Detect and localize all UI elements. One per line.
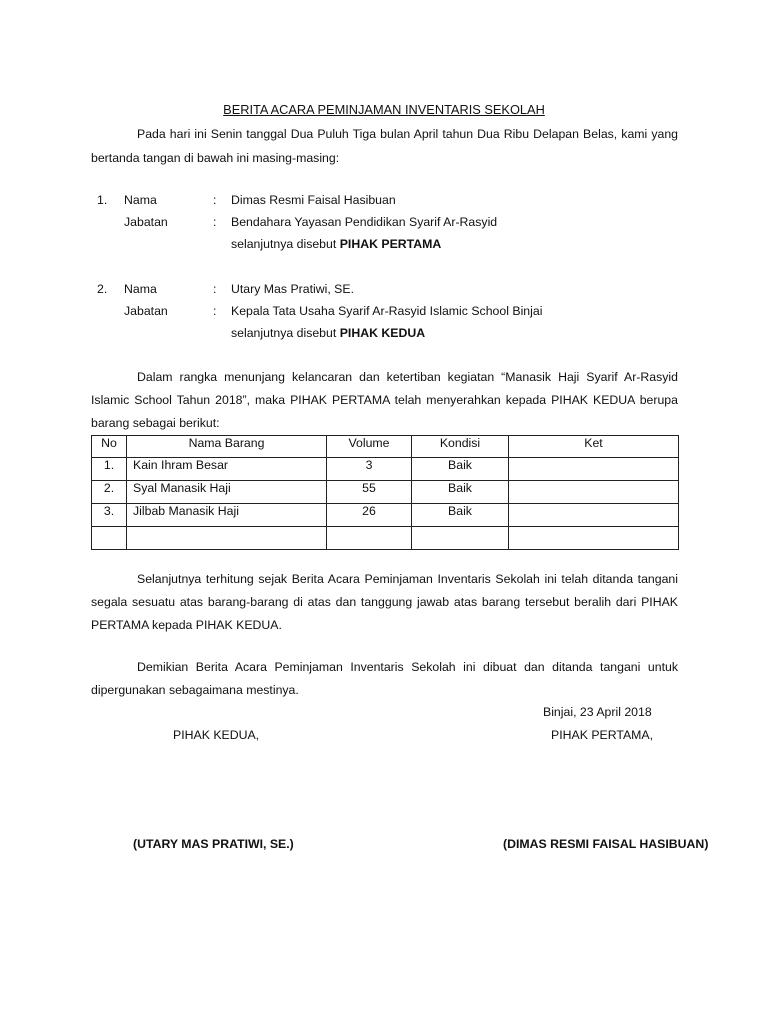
cell-ket <box>509 504 679 527</box>
cell-volume: 3 <box>327 458 412 481</box>
cell-kondisi: Baik <box>412 458 509 481</box>
signer-left-name: (UTARY MAS PRATIWI, SE.) <box>133 837 294 851</box>
table-row <box>92 481 679 504</box>
party-1-nama-label: Nama <box>124 193 157 207</box>
party-2-designation-prefix: selanjutnya disebut <box>231 326 340 340</box>
paragraph-3-line-1: Selanjutnya terhitung sejak Berita Acara Peminjaman Inventaris Sekolah ini telah ditanda tangani <box>137 572 678 586</box>
signer-right-title: PIHAK PERTAMA, <box>551 728 654 742</box>
party-2-designation <box>231 326 425 340</box>
paragraph-3-line-3: PERTAMA kepada PIHAK KEDUA. <box>91 618 282 632</box>
cell-volume: 26 <box>327 504 412 527</box>
table-header-row <box>92 436 679 458</box>
paragraph-4-line-1: Demikian Berita Acara Peminjaman Inventaris Sekolah ini dibuat dan ditanda tangani untuk <box>137 660 678 674</box>
table-row-empty <box>92 527 679 550</box>
party-2-nama-label: Nama <box>124 282 157 296</box>
party-1-designation <box>231 237 441 251</box>
cell-no: 2. <box>92 481 127 504</box>
party-2-jabatan-value: Kepala Tata Usaha Syarif Ar-Rasyid Islamic School Binjai <box>231 304 543 318</box>
intro-line-1: Pada hari ini Senin tanggal Dua Puluh Tiga bulan April tahun Dua Ribu Delapan Belas, kami yang <box>137 127 678 141</box>
table-row <box>92 504 679 527</box>
cell-kondisi: Baik <box>412 481 509 504</box>
paragraph-2-line-1: Dalam rangka menunjang kelancaran dan ketertiban kegiatan “Manasik Haji Syarif Ar-Rasyid <box>137 370 678 384</box>
party-1-jabatan-colon: : <box>213 215 217 229</box>
cell-nama-barang: Kain Ihram Besar <box>127 458 327 481</box>
header-no: No <box>92 436 127 458</box>
paragraph-2-line-3: barang sebagai berikut: <box>91 416 220 430</box>
document-title: BERITA ACARA PEMINJAMAN INVENTARIS SEKOLAH <box>223 102 545 117</box>
party-2-number: 2. <box>97 282 108 296</box>
party-2-designation-bold: PIHAK KEDUA <box>339 326 426 340</box>
place-date: Binjai, 23 April 2018 <box>543 705 652 719</box>
party-1-jabatan-label: Jabatan <box>124 215 168 229</box>
cell-ket <box>509 481 679 504</box>
party-2-nama-colon: : <box>213 282 217 296</box>
header-nama-barang: Nama Barang <box>127 436 327 458</box>
intro-line-2: bertanda tangan di bawah ini masing-masing: <box>91 151 340 165</box>
items-table <box>91 435 679 550</box>
party-1-designation-bold: PIHAK PERTAMA <box>339 237 442 251</box>
cell-ket <box>509 458 679 481</box>
party-1-designation-prefix: selanjutnya disebut <box>231 237 340 251</box>
party-2-jabatan-colon: : <box>213 304 217 318</box>
party-1-nama-colon: : <box>213 193 217 207</box>
cell-no <box>92 527 127 550</box>
cell-volume: 55 <box>327 481 412 504</box>
cell-ket <box>509 527 679 550</box>
cell-nama-barang: Jilbab Manasik Haji <box>127 504 327 527</box>
party-1-nama-value: Dimas Resmi Faisal Hasibuan <box>231 193 396 207</box>
cell-volume <box>327 527 412 550</box>
paragraph-3-line-2: segala sesuatu atas barang-barang di atas dan tanggung jawab atas barang tersebut beralih dari PIHAK <box>91 595 678 609</box>
party-2-jabatan-label: Jabatan <box>124 304 168 318</box>
paragraph-4-line-2: dipergunakan sebagaimana mestinya. <box>91 683 299 697</box>
party-2-nama-value: Utary Mas Pratiwi, SE. <box>231 282 354 296</box>
party-1-number: 1. <box>97 193 108 207</box>
header-volume: Volume <box>327 436 412 458</box>
header-kondisi: Kondisi <box>412 436 509 458</box>
cell-kondisi <box>412 527 509 550</box>
signer-right-name: (DIMAS RESMI FAISAL HASIBUAN) <box>503 837 709 851</box>
party-1-jabatan-value: Bendahara Yayasan Pendidikan Syarif Ar-Rasyid <box>231 215 498 229</box>
cell-nama-barang: Syal Manasik Haji <box>127 481 327 504</box>
cell-kondisi: Baik <box>412 504 509 527</box>
cell-no: 1. <box>92 458 127 481</box>
paragraph-2-line-2: Islamic School Tahun 2018”, maka PIHAK PERTAMA telah menyerahkan kepada PIHAK KEDUA berupa <box>91 393 678 407</box>
cell-nama-barang <box>127 527 327 550</box>
header-ket: Ket <box>509 436 679 458</box>
cell-no: 3. <box>92 504 127 527</box>
table-row <box>92 458 679 481</box>
signer-left-title: PIHAK KEDUA, <box>173 728 260 742</box>
